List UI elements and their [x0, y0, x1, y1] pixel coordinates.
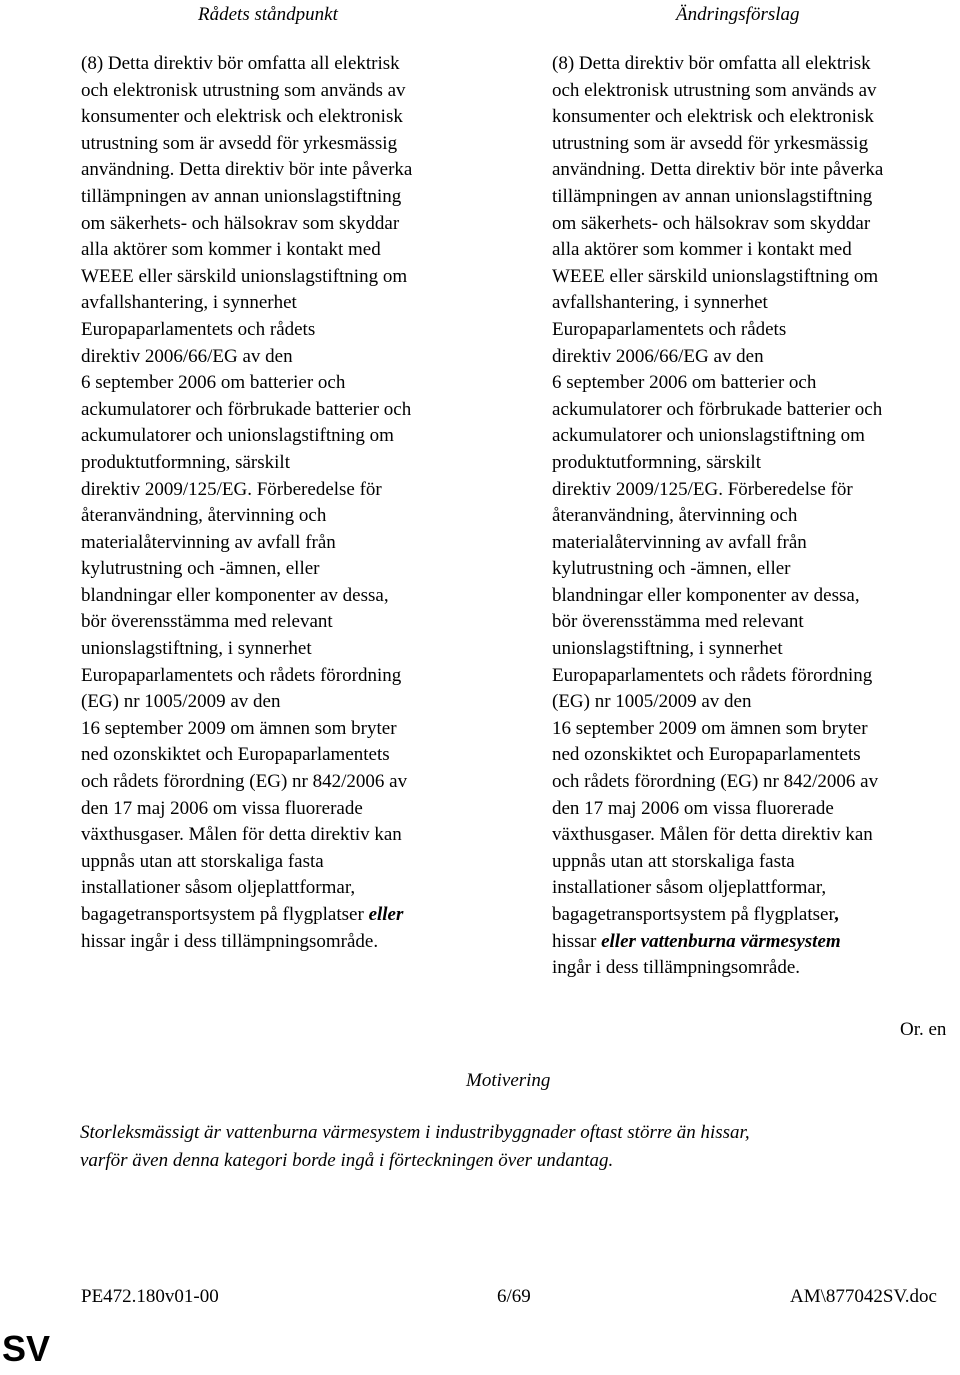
right-column-line [552, 716, 883, 743]
right-column-line-text: avfallshantering, i synnerhet [552, 292, 768, 314]
right-column-line [552, 530, 883, 557]
right-column-line-text: bör överensstämma med relevant [552, 611, 804, 633]
right-column-line-text: Europaparlamentets och rådets förordning [552, 664, 873, 686]
deleted-word-emphasis: eller [368, 904, 404, 925]
right-column-line [552, 742, 883, 769]
left-column-line [81, 902, 412, 929]
right-column-line [552, 875, 883, 902]
right-column-line-text: och elektronisk utrustning som används av [552, 79, 877, 101]
left-column-line [81, 849, 412, 876]
right-column-line-text: uppnås utan att storskaliga fasta [552, 850, 795, 872]
right-column-line-text: ackumulatorer och unionslagstiftning om [552, 425, 865, 447]
left-column-line [81, 450, 412, 477]
left-column-line [81, 211, 412, 238]
left-column-line-text: produktutformning, särskilt [81, 451, 290, 473]
left-column-line-text: 6 september 2006 om batterier och [81, 372, 346, 394]
language-code: SV [2, 1328, 51, 1369]
right-column-line [552, 397, 883, 424]
right-column-line [552, 423, 883, 450]
right-column-line [552, 583, 883, 610]
left-column-line-text: installationer såsom oljeplattformar, [81, 877, 356, 899]
right-column-line [552, 51, 883, 78]
left-column-line [81, 370, 412, 397]
right-column-line-text: utrustning som är avsedd för yrkesmässig [552, 132, 869, 154]
footer-page-number: 6/69 [497, 1286, 531, 1307]
left-column-line [81, 317, 412, 344]
left-column-line-text: unionslagstiftning, i synnerhet [81, 638, 312, 660]
right-column-line [552, 769, 883, 796]
left-column-line [81, 689, 412, 716]
footer-reference: PE472.180v01-00 [81, 1286, 219, 1307]
right-column-line [552, 131, 883, 158]
left-column-line [81, 636, 412, 663]
right-column-line-text: och rådets förordning (EG) nr 842/2006 av [552, 771, 879, 793]
right-column-line [552, 104, 883, 131]
left-column-line [81, 344, 412, 371]
right-column-line [552, 344, 883, 371]
left-column-line-text: kylutrustning och -ämnen, eller [81, 558, 320, 580]
right-column-line [552, 450, 883, 477]
right-column-line-text: tillämpningen av annan unionslagstiftning [552, 185, 873, 207]
left-column-line [81, 663, 412, 690]
right-column-line-text: direktiv 2009/125/EG. Förberedelse för [552, 478, 853, 500]
right-column-line-text: den 17 maj 2006 om vissa fluorerade [552, 797, 834, 819]
added-text-emphasis: eller vattenburna värmesystem [601, 930, 841, 952]
left-column-line [81, 556, 412, 583]
left-column-line-text: den 17 maj 2006 om vissa fluorerade [81, 797, 363, 819]
left-column-line [81, 51, 412, 78]
left-column-line-text: ned ozonskiktet och Europaparlamentets [81, 744, 390, 766]
left-column-line [81, 742, 412, 769]
right-column-line-text: ned ozonskiktet och Europaparlamentets [552, 744, 861, 766]
right-column-line-text: bagagetransportsystem på flygplatser [552, 904, 835, 925]
right-column-line [552, 822, 883, 849]
right-column-line [552, 902, 883, 929]
right-column-text [552, 51, 883, 982]
left-column-line-text: ackumulatorer och unionslagstiftning om [81, 425, 394, 447]
right-column-line-text: 6 september 2006 om batterier och [552, 372, 817, 394]
left-column-line [81, 157, 412, 184]
left-column-line [81, 184, 412, 211]
right-column-line [552, 636, 883, 663]
left-column-line-text: (EG) nr 1005/2009 av den [81, 691, 281, 713]
justification-text [80, 1119, 750, 1175]
right-column-line [552, 264, 883, 291]
left-column-line [81, 104, 412, 131]
left-column-line-text: växthusgaser. Målen för detta direktiv kan [81, 824, 402, 846]
left-column-line [81, 264, 412, 291]
right-column-line: ingår i dess tillämpningsområde. [552, 957, 801, 979]
left-column-line-text: och elektronisk utrustning som används av [81, 79, 406, 101]
left-column-line-text: alla aktörer som kommer i kontakt med [81, 239, 381, 261]
right-column-line-text: installationer såsom oljeplattformar, [552, 877, 827, 899]
right-column-line-text: unionslagstiftning, i synnerhet [552, 638, 783, 660]
left-column-line-text: konsumenter och elektrisk och elektronisk [81, 106, 403, 128]
left-column-line-text: uppnås utan att storskaliga fasta [81, 850, 324, 872]
right-column-line-text: WEEE eller särskild unionslagstiftning om [552, 265, 879, 287]
right-column-line [552, 663, 883, 690]
left-column-line-text: direktiv 2006/66/EG av den [81, 345, 293, 367]
left-column-line-text: bör överensstämma med relevant [81, 611, 333, 633]
right-column-line-text: kylutrustning och -ämnen, eller [552, 558, 791, 580]
left-column-line [81, 78, 412, 105]
justification-line: Storleksmässigt är vattenburna värmesystem i industribyggnader oftast större än hissar, [80, 1122, 750, 1143]
left-column-line [81, 477, 412, 504]
header-right-amendment: Ändringsförslag [676, 4, 800, 25]
left-column-line-text: användning. Detta direktiv bör inte påverka [81, 159, 413, 181]
original-language: Or. en [900, 1019, 947, 1040]
left-column-line-text: utrustning som är avsedd för yrkesmässig [81, 132, 398, 154]
right-column-line [552, 796, 883, 823]
footer-document-id: AM\877042SV.doc [790, 1286, 937, 1307]
right-column-line-text: återanvändning, återvinning och [552, 505, 798, 527]
left-column-line-text: WEEE eller särskild unionslagstiftning om [81, 265, 408, 287]
right-column-line [552, 237, 883, 264]
left-column-line-text: tillämpningen av annan unionslagstiftning [81, 185, 402, 207]
left-column-line-text: direktiv 2009/125/EG. Förberedelse för [81, 478, 382, 500]
left-column-line [81, 290, 412, 317]
right-column-line-text: blandningar eller komponenter av dessa, [552, 584, 860, 606]
right-column-line [552, 929, 883, 956]
right-column-line-text: konsumenter och elektrisk och elektronisk [552, 106, 874, 128]
left-column-line [81, 796, 412, 823]
left-column-line [81, 769, 412, 796]
left-column-line-text: om säkerhets- och hälsokrav som skyddar [81, 212, 400, 234]
left-column-line [81, 583, 412, 610]
left-column-line-text: materialåtervinning av avfall från [81, 531, 336, 553]
right-column-line-text: användning. Detta direktiv bör inte påverka [552, 159, 884, 181]
right-column-line-text: (EG) nr 1005/2009 av den [552, 691, 752, 713]
right-column-line-text: om säkerhets- och hälsokrav som skyddar [552, 212, 871, 234]
left-column-line-text: avfallshantering, i synnerhet [81, 292, 297, 314]
left-column-line [81, 397, 412, 424]
right-column-line [552, 157, 883, 184]
right-column-line-text: materialåtervinning av avfall från [552, 531, 807, 553]
right-column-line [552, 503, 883, 530]
left-column-line [81, 237, 412, 264]
left-column-line [81, 875, 412, 902]
left-column-line-text: Europaparlamentets och rådets [81, 318, 316, 340]
left-column-text [81, 51, 412, 955]
right-column-line-text: (8) Detta direktiv bör omfatta all elektrisk [552, 53, 871, 74]
left-column-line-text: Europaparlamentets och rådets förordning [81, 664, 402, 686]
left-column-line-text: bagagetransportsystem på flygplatser [81, 904, 364, 925]
left-column-line [81, 423, 412, 450]
right-column-line [552, 290, 883, 317]
left-column-line [81, 131, 412, 158]
right-column-line [552, 184, 883, 211]
right-column-line-text: hissar [552, 930, 597, 952]
right-column-line [552, 370, 883, 397]
left-column-line: hissar ingår i dess tillämpningsområde. [81, 930, 379, 952]
right-column-line [552, 317, 883, 344]
left-column-line [81, 503, 412, 530]
left-column-line [81, 822, 412, 849]
left-column-line-text: 16 september 2009 om ämnen som bryter [81, 717, 397, 739]
right-column-line [552, 556, 883, 583]
right-column-line [552, 609, 883, 636]
left-column-line-text: (8) Detta direktiv bör omfatta all elektrisk [81, 53, 400, 74]
left-column-line [81, 716, 412, 743]
right-column-line [552, 689, 883, 716]
left-column-line-text: och rådets förordning (EG) nr 842/2006 av [81, 771, 408, 793]
left-column-line-text: blandningar eller komponenter av dessa, [81, 584, 389, 606]
left-column-line-text: ackumulatorer och förbrukade batterier och [81, 398, 412, 420]
right-column-line-text: växthusgaser. Målen för detta direktiv kan [552, 824, 873, 846]
right-column-line-text: alla aktörer som kommer i kontakt med [552, 239, 852, 261]
right-column-line [552, 211, 883, 238]
right-column-line [552, 477, 883, 504]
right-column-line-text: direktiv 2006/66/EG av den [552, 345, 764, 367]
right-column-line-text: 16 september 2009 om ämnen som bryter [552, 717, 868, 739]
left-column-line [81, 609, 412, 636]
right-column-line [552, 849, 883, 876]
right-column-line-text: Europaparlamentets och rådets [552, 318, 787, 340]
right-column-line-text: produktutformning, särskilt [552, 451, 761, 473]
justification-heading: Motivering [466, 1070, 551, 1091]
header-left-council-position: Rådets ståndpunkt [198, 4, 338, 25]
left-column-line [81, 530, 412, 557]
added-comma-emphasis: , [834, 904, 840, 925]
right-column-line-text: ackumulatorer och förbrukade batterier och [552, 398, 883, 420]
right-column-line [552, 78, 883, 105]
justification-line: varför även denna kategori borde ingå i förteckningen över undantag. [80, 1150, 614, 1171]
left-column-line-text: återanvändning, återvinning och [81, 505, 327, 527]
